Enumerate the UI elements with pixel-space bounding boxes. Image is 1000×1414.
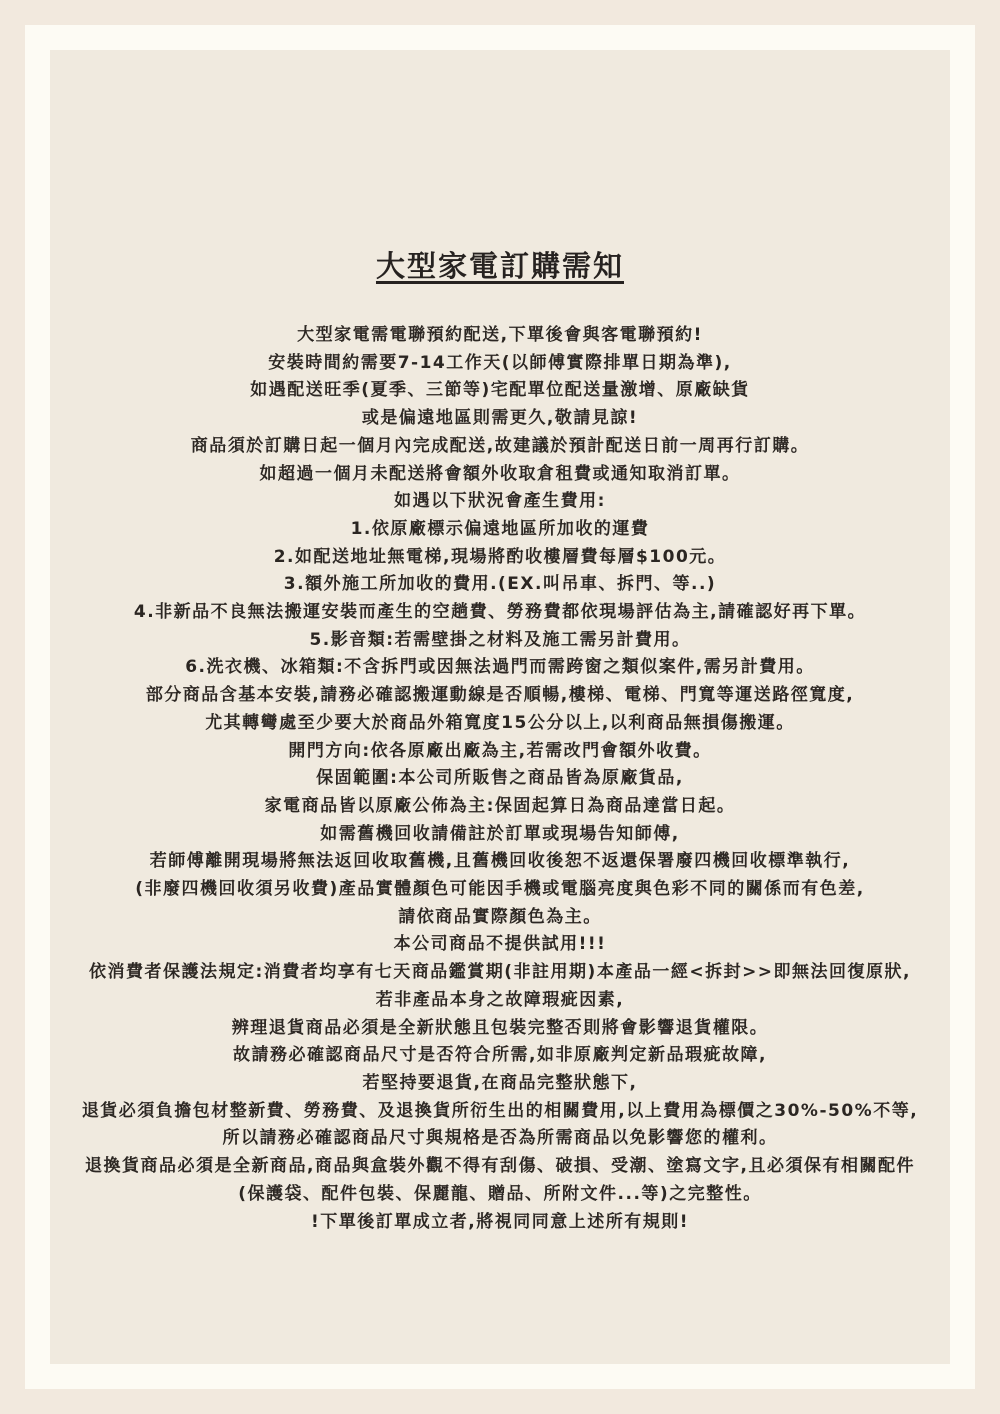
notice-line: 故請務必確認商品尺寸是否符合所需,如非原廠判定新品瑕疵故障, <box>233 1045 767 1066</box>
notice-line: 辨理退貨商品必須是全新狀態且包裝完整否則將會影響退貨權限。 <box>231 1017 769 1038</box>
notice-line: 3.額外施工所加收的費用.(EX.叫吊車、拆門、等..) <box>283 574 717 595</box>
notice-line: 家電商品皆以原廠公佈為主:保固起算日為商品達當日起。 <box>264 795 736 816</box>
notice-line: !下單後訂單成立者,將視同同意上述所有規則! <box>311 1211 689 1232</box>
notice-line: 依消費者保護法規定:消費者均享有七天商品鑑賞期(非註用期)本產品一經<拆封>>即無法回復原狀, <box>88 962 912 983</box>
notice-line: 若堅持要退貨,在商品完整狀態下, <box>362 1072 638 1093</box>
notice-line: 如超過一個月未配送將會額外收取倉租費或通知取消訂單。 <box>259 463 741 484</box>
notice-line: 退換貨商品必須是全新商品,商品與盒裝外觀不得有刮傷、破損、受潮、塗寫文字,且必須保有相關配件 <box>85 1156 915 1177</box>
notice-line: 開門方向:依各原廠出廠為主,若需改門會額外收費。 <box>288 740 712 761</box>
notice-line: 大型家電需電聯預約配送,下單後會與客電聯預約! <box>297 325 703 345</box>
notice-line: 尤其轉彎處至少要大於商品外箱寬度15公分以上,以利商品無損傷搬運。 <box>205 712 795 733</box>
notice-line: 所以請務必確認商品尺寸與規格是否為所需商品以免影響您的權利。 <box>222 1128 778 1149</box>
notice-line: 5.影音類:若需壁掛之材料及施工需另計費用。 <box>309 629 691 650</box>
notice-body <box>50 322 950 1236</box>
notice-line: 部分商品含基本安裝,請務必確認搬運動線是否順暢,樓梯、電梯、門寬等運送路徑寬度, <box>145 685 855 706</box>
notice-line: 保固範圍:本公司所販售之商品皆為原廠貨品, <box>316 768 684 789</box>
notice-line: 如需舊機回收請備註於訂單或現場告知師傅, <box>320 823 680 844</box>
notice-line: 6.洗衣機、冰箱類:不含拆門或因無法過門而需跨窗之類似案件,需另計費用。 <box>185 657 815 678</box>
notice-panel <box>50 50 950 1364</box>
white-frame <box>25 25 975 1389</box>
notice-line: 或是偏遠地區則需更久,敬請見諒! <box>361 408 639 429</box>
notice-line: 本公司商品不提供試用!!! <box>393 934 607 955</box>
notice-line: 商品須於訂購日起一個月內完成配送,故建議於預計配送日前一周再行訂購。 <box>190 435 810 456</box>
notice-line: 退貨必須負擔包材整新費、勞務費、及退換貨所衍生出的相關費用,以上費用為標價之30%-50%不等, <box>81 1100 919 1121</box>
notice-line: 1.依原廠標示偏遠地區所加收的運費 <box>350 518 650 539</box>
notice-line: (非廢四機回收須另收費)產品實體顏色可能因手機或電腦亮度與色彩不同的關係而有色差, <box>135 879 865 900</box>
page-title: 大型家電訂購需知 <box>375 249 624 283</box>
notice-line: 若非產品本身之故障瑕疵因素, <box>375 989 625 1010</box>
notice-line: 安裝時間約需要7-14工作天(以師傅實際排單日期為準), <box>268 352 732 373</box>
notice-line: 如遇配送旺季(夏季、三節等)宅配單位配送量激增、原廠缺貨 <box>250 380 750 401</box>
notice-line: 4.非新品不良無法搬運安裝而產生的空趟費、勞務費都依現場評估為主,請確認好再下單。 <box>133 602 867 623</box>
notice-line: 請依商品實際顏色為主。 <box>398 906 602 927</box>
notice-line: 2.如配送地址無電梯,現場將酌收樓層費每層$100元。 <box>273 546 727 567</box>
notice-line: 如遇以下狀況會產生費用: <box>394 491 606 512</box>
notice-line: (保護袋、配件包裝、保麗龍、贈品、所附文件...等)之完整性。 <box>238 1183 762 1204</box>
notice-line: 若師傅離開現場將無法返回收取舊機,且舊機回收後恕不返還保署廢四機回收標準執行, <box>149 851 851 872</box>
